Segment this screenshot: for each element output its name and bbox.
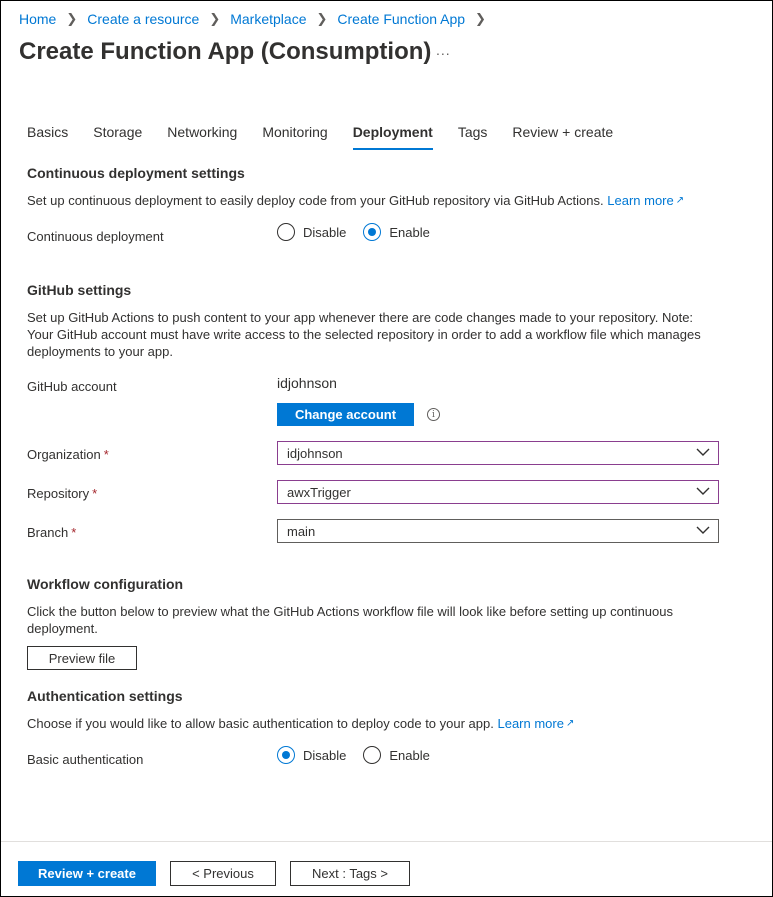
github-description-line: Your GitHub account must have write access to the selected repository in order to add a workflow file which manages [27, 327, 701, 342]
continuous-enable-label[interactable]: Enable [389, 224, 430, 240]
github-account-label: GitHub account [27, 379, 117, 394]
continuous-enable-radio[interactable] [363, 223, 381, 241]
review-create-button[interactable]: Review + create [18, 861, 156, 886]
external-link-icon: ↗ [565, 718, 575, 729]
continuous-disable-label[interactable]: Disable [303, 224, 347, 240]
learn-more-label: Learn more [607, 193, 674, 208]
breadcrumb-marketplace[interactable]: Marketplace [230, 11, 307, 27]
github-description-line: deployments to your app. [27, 344, 173, 359]
tab-networking[interactable]: Networking [167, 124, 238, 140]
auth-enable-label[interactable]: Enable [389, 747, 430, 763]
previous-button[interactable]: < Previous [170, 861, 276, 886]
auth-learn-more-link[interactable] [497, 716, 574, 731]
breadcrumb [19, 11, 496, 27]
learn-more-label: Learn more [497, 716, 564, 731]
more-options-icon[interactable]: ... [436, 42, 451, 58]
branch-label [27, 524, 76, 541]
chevron-right-icon: ❯ [316, 11, 328, 26]
organization-value: idjohnson [287, 445, 343, 461]
basic-authentication-radio-group [277, 746, 447, 764]
auth-disable-radio[interactable] [277, 746, 295, 764]
repository-label [27, 485, 97, 502]
tab-storage[interactable]: Storage [93, 124, 143, 140]
chevron-right-icon: ❯ [475, 11, 486, 26]
workflow-configuration-heading: Workflow configuration [27, 576, 184, 592]
tab-basics[interactable]: Basics [27, 124, 69, 140]
required-marker: * [103, 447, 109, 462]
organization-dropdown[interactable] [277, 441, 719, 465]
workflow-description-line: deployment. [27, 621, 98, 636]
continuous-disable-radio[interactable] [277, 223, 295, 241]
breadcrumb-create-resource[interactable]: Create a resource [87, 11, 200, 27]
breadcrumb-create-function-app[interactable]: Create Function App [337, 11, 466, 27]
authentication-settings-heading: Authentication settings [27, 688, 183, 704]
auth-disable-label[interactable]: Disable [303, 747, 347, 763]
chevron-down-icon [696, 486, 710, 496]
chevron-down-icon [696, 447, 710, 457]
workflow-description-line: Click the button below to preview what the GitHub Actions workflow file will look like before setting up continuous [27, 604, 673, 619]
branch-label-text: Branch [27, 525, 69, 540]
repository-dropdown[interactable] [277, 480, 719, 504]
tab-bar [27, 124, 638, 150]
continuous-deployment-description [27, 192, 684, 209]
required-marker: * [71, 525, 77, 540]
next-tags-button[interactable]: Next : Tags > [290, 861, 410, 886]
continuous-deployment-heading: Continuous deployment settings [27, 165, 245, 181]
breadcrumb-home[interactable]: Home [19, 11, 57, 27]
page-title: Create Function App (Consumption) [19, 38, 432, 65]
repository-value: awxTrigger [287, 484, 351, 500]
preview-file-button[interactable]: Preview file [27, 646, 137, 670]
required-marker: * [92, 486, 98, 501]
chevron-right-icon: ❯ [209, 11, 221, 26]
organization-label-text: Organization [27, 447, 101, 462]
continuous-description-text: Set up continuous deployment to easily deploy code from your GitHub repository via GitHub Actions. [27, 193, 604, 208]
tab-review-create[interactable]: Review + create [512, 124, 614, 140]
github-settings-description [27, 309, 701, 360]
continuous-learn-more-link[interactable] [607, 193, 684, 208]
footer-divider [1, 841, 772, 842]
chevron-right-icon: ❯ [66, 11, 78, 26]
authentication-description [27, 715, 574, 732]
github-account-value: idjohnson [277, 375, 337, 391]
tab-deployment[interactable]: Deployment [353, 124, 433, 150]
repository-label-text: Repository [27, 486, 90, 501]
continuous-deployment-radio-group [277, 223, 447, 241]
github-settings-heading: GitHub settings [27, 282, 132, 298]
basic-authentication-label: Basic authentication [27, 752, 144, 767]
auth-enable-radio[interactable] [363, 746, 381, 764]
change-account-button[interactable]: Change account [277, 403, 414, 426]
info-icon[interactable]: i [427, 408, 440, 421]
external-link-icon: ↗ [675, 195, 685, 206]
workflow-description [27, 603, 673, 637]
github-description-line: Set up GitHub Actions to push content to your app whenever there are code changes made to your repository. Note: [27, 310, 694, 325]
branch-dropdown[interactable] [277, 519, 719, 543]
organization-label [27, 446, 109, 463]
branch-value: main [287, 523, 316, 539]
continuous-deployment-label: Continuous deployment [27, 229, 164, 244]
tab-monitoring[interactable]: Monitoring [262, 124, 328, 140]
auth-description-text: Choose if you would like to allow basic authentication to deploy code to your app. [27, 716, 494, 731]
chevron-down-icon [696, 525, 710, 535]
tab-tags[interactable]: Tags [457, 124, 488, 140]
